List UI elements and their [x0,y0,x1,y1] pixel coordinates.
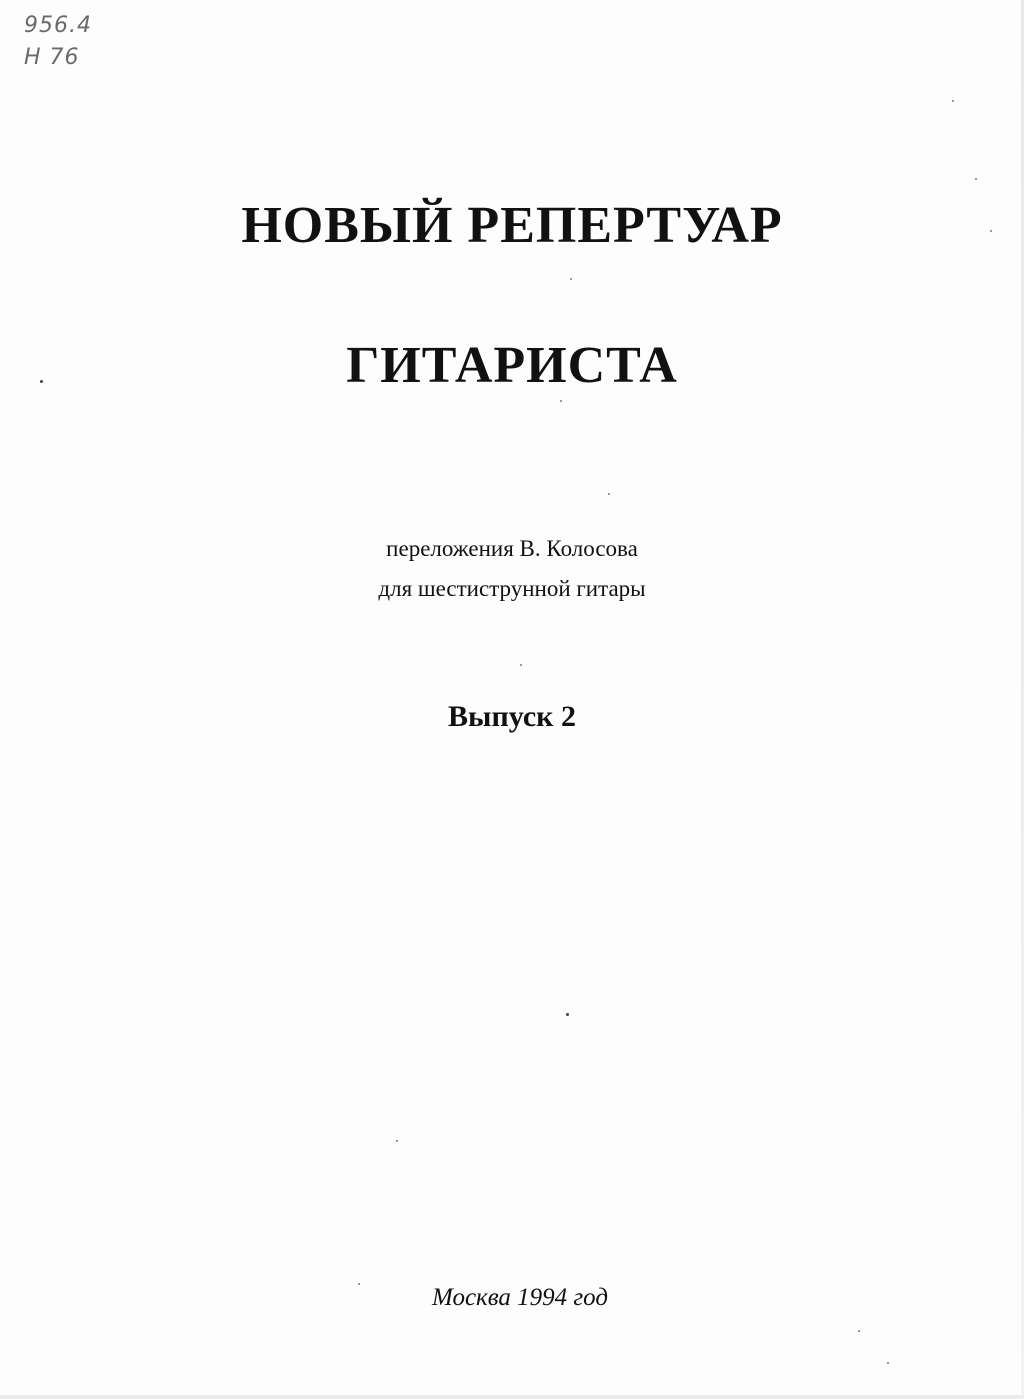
scan-edge-bottom [0,1395,1024,1399]
scan-speck [608,493,610,495]
publication-imprint: Москва 1994 год [431,1284,608,1311]
scan-speck [560,400,562,402]
issue-number: Выпуск 2 [448,700,576,733]
scan-speck [520,664,522,666]
shelf-mark-line-1: 956.4 [24,13,92,38]
scan-speck [570,278,572,280]
scan-speck [887,1362,889,1364]
scan-speck [975,178,977,180]
title-line-2: ГИТАРИСТА [346,337,678,394]
scan-speck [566,1013,569,1016]
arranger-credit: переложения В. Колосова [386,536,638,561]
title-line-1: НОВЫЙ РЕПЕРТУАР [241,197,783,254]
scan-speck [858,1330,860,1332]
scan-speck [396,1140,398,1142]
library-shelf-mark [24,10,92,74]
scan-speck [40,380,43,383]
shelf-mark-line-2: Н 76 [24,45,80,70]
scan-speck [952,100,954,102]
instrument-line: для шестиструнной гитары [378,576,646,601]
scan-speck [358,1283,360,1285]
scan-speck [990,230,992,232]
